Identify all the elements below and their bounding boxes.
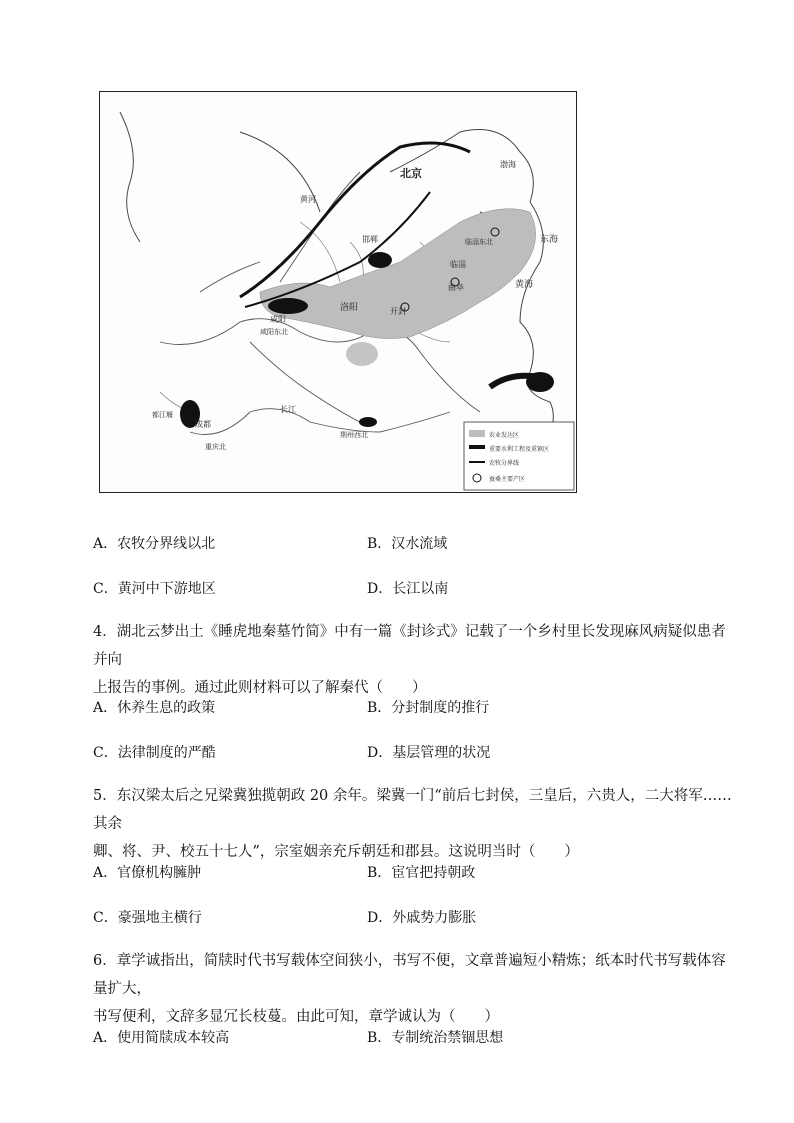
label-dujiangyan: 都江堰 [152, 411, 173, 419]
question-4 [93, 618, 733, 702]
q3-option-c[interactable]: C．黄河中下游地区 [93, 581, 216, 597]
q4-line-2: 上报告的事例。通过此则材料可以了解秦代（ ） [93, 680, 427, 696]
water-site-xianyang [268, 298, 308, 314]
farming-region-south [346, 342, 378, 366]
label-chongqing-n: 重庆北 [205, 443, 226, 451]
q4-option-d[interactable]: D．基层管理的状况 [367, 745, 491, 761]
q5-option-d[interactable]: D．外戚势力膨胀 [367, 910, 477, 926]
legend-water: 重要水利工程及重镇区 [489, 446, 550, 453]
legend-silk: 蚕桑主要产区 [489, 476, 526, 483]
q5-option-c[interactable]: C．豪强地主横行 [93, 910, 202, 926]
q4-option-a[interactable]: A．休养生息的政策 [93, 700, 216, 716]
q3-option-a[interactable]: A．农牧分界线以北 [93, 536, 216, 552]
label-handan: 邯郸 [362, 235, 378, 244]
q6-line-2: 书写便利，文辞多显冗长枝蔓。由此可知，章学诚认为（ ） [93, 1009, 499, 1025]
label-linzi: 临淄 [450, 260, 466, 269]
label-chang-jiang: 长江 [280, 405, 296, 414]
label-yellow-sea: 黄海 [515, 280, 534, 290]
map-legend [464, 422, 574, 490]
label-xianyang-ne: 咸阳东北 [260, 328, 288, 336]
q6-line-1: 6．章学诚指出，简牍时代书写载体空间狭小，书写不便，文章普遍短小精炼；纸本时代书写载体容量扩大， [93, 953, 726, 997]
map-svg [100, 92, 576, 492]
question-6 [93, 947, 733, 1031]
q5-option-b[interactable]: B．宦官把持朝政 [367, 865, 476, 881]
label-huang-he: 黄河 [300, 195, 316, 204]
q6-option-b[interactable]: B．专制统治禁锢思想 [367, 1030, 504, 1046]
label-luoyang: 洛阳 [340, 303, 359, 313]
label-beijing: 北京 [400, 167, 422, 180]
q3-option-b[interactable]: B．汉水流域 [367, 536, 448, 552]
label-east-sea: 东海 [540, 235, 559, 245]
q4-option-b[interactable]: B．分封制度的推行 [367, 700, 490, 716]
q3-option-d[interactable]: D．长江以南 [367, 581, 449, 597]
label-bohai: 渤海 [500, 160, 516, 169]
legend-boundary: 农牧分界线 [489, 460, 520, 467]
label-chengdu: 成都 [195, 420, 211, 429]
label-kaifeng: 开封 [390, 307, 406, 316]
label-jingzhou-w: 荆州西北 [340, 431, 368, 439]
q5-line-2: 卿、将、尹、校五十七人”，宗室姻亲充斥朝廷和郡县。这说明当时（ ） [93, 844, 579, 860]
q6-option-a[interactable]: A．使用简牍成本较高 [93, 1030, 230, 1046]
q4-line-1: 4．湖北云梦出土《睡虎地秦墓竹简》中有一篇《封诊式》记载了一个乡村里长发现麻风病疑似患者并向 [93, 624, 726, 668]
historical-map [99, 91, 577, 493]
label-xianyang: 咸阳 [270, 315, 286, 324]
label-linzi-ne: 临淄东北 [465, 238, 493, 246]
question-5 [93, 782, 733, 866]
label-qufu: 曲阜 [448, 283, 464, 292]
legend-farming: 农业发达区 [489, 432, 520, 439]
q5-option-a[interactable]: A．官僚机构臃肿 [93, 865, 202, 881]
q4-option-c[interactable]: C．法律制度的严酷 [93, 745, 216, 761]
water-site-jingzhou [359, 417, 377, 427]
q5-line-1: 5．东汉梁太后之兄梁冀独揽朝政 20 余年。梁冀一门“前后七封侯，三皇后，六贵人，二大将军……其余 [93, 788, 732, 832]
water-site-handan [368, 252, 392, 268]
